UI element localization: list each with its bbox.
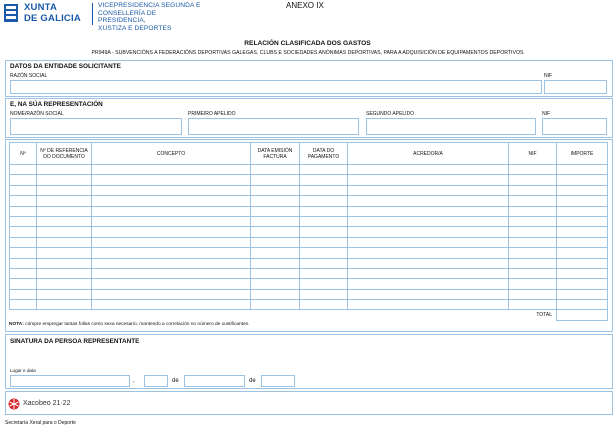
cell-amount[interactable] xyxy=(557,258,608,268)
place-field[interactable] xyxy=(10,375,130,387)
cell-number[interactable] xyxy=(10,196,37,206)
table-row xyxy=(10,237,608,247)
cell-payment-date[interactable] xyxy=(300,185,348,195)
cell-concept[interactable] xyxy=(92,175,251,185)
cell-invoice-date[interactable] xyxy=(251,175,300,185)
cell-reference[interactable] xyxy=(37,300,92,310)
cell-payment-date[interactable] xyxy=(300,258,348,268)
cell-concept[interactable] xyxy=(92,206,251,216)
cell-reference[interactable] xyxy=(37,175,92,185)
cell-creditor[interactable] xyxy=(348,300,509,310)
col-header-reference: Nº DE REFERENCIA DO DOCUMENTO xyxy=(37,143,92,165)
representative-section-title: E, NA SÚA REPRESENTACIÓN xyxy=(10,101,103,108)
cell-payment-date[interactable] xyxy=(300,196,348,206)
cell-creditor[interactable] xyxy=(348,196,509,206)
col-header-nif: NIF xyxy=(509,143,557,165)
dept-line3: XUSTIZA E DEPORTES xyxy=(98,24,172,32)
cell-payment-date[interactable] xyxy=(300,289,348,299)
cell-nif[interactable] xyxy=(509,268,557,278)
cell-invoice-date[interactable] xyxy=(251,268,300,278)
cell-nif[interactable] xyxy=(509,248,557,258)
cell-nif[interactable] xyxy=(509,196,557,206)
rep-nif-label: NIF xyxy=(542,111,551,117)
cell-reference[interactable] xyxy=(37,268,92,278)
cell-reference[interactable] xyxy=(37,206,92,216)
cell-invoice-date[interactable] xyxy=(251,248,300,258)
cell-nif[interactable] xyxy=(509,279,557,289)
col-header-payment-date: DATA DO PAGAMENTO xyxy=(300,143,348,165)
table-header-row xyxy=(10,143,608,165)
xunta-emblem-icon xyxy=(4,4,18,22)
cell-amount[interactable] xyxy=(557,165,608,175)
cell-nif[interactable] xyxy=(509,227,557,237)
cell-reference[interactable] xyxy=(37,289,92,299)
cell-nif[interactable] xyxy=(509,237,557,247)
cell-number[interactable] xyxy=(10,165,37,175)
cell-payment-date[interactable] xyxy=(300,216,348,226)
cell-number[interactable] xyxy=(10,175,37,185)
table-row xyxy=(10,216,608,226)
cell-amount[interactable] xyxy=(557,216,608,226)
cell-number[interactable] xyxy=(10,279,37,289)
cell-amount[interactable] xyxy=(557,185,608,195)
xacobeo-shell-icon xyxy=(8,398,20,410)
cell-amount[interactable] xyxy=(557,300,608,310)
cell-payment-date[interactable] xyxy=(300,279,348,289)
cell-reference[interactable] xyxy=(37,165,92,175)
cell-concept[interactable] xyxy=(92,237,251,247)
cell-concept[interactable] xyxy=(92,227,251,237)
place-date-label: Lugar e data xyxy=(10,368,36,373)
table-row xyxy=(10,227,608,237)
cell-concept[interactable] xyxy=(92,268,251,278)
cell-payment-date[interactable] xyxy=(300,237,348,247)
cell-nif[interactable] xyxy=(509,289,557,299)
cell-reference[interactable] xyxy=(37,279,92,289)
cell-creditor[interactable] xyxy=(348,185,509,195)
comma-separator: , xyxy=(133,378,135,384)
rep-surname2-label: SEGUNDO APELIDO xyxy=(366,111,415,117)
cell-amount[interactable] xyxy=(557,175,608,185)
col-header-invoice-date: DATA EMISIÓN FACTURA xyxy=(251,143,300,165)
cell-invoice-date[interactable] xyxy=(251,196,300,206)
rep-surname1-field[interactable] xyxy=(188,118,359,135)
expenses-table xyxy=(9,142,608,321)
rep-surname2-field[interactable] xyxy=(366,118,536,135)
cell-nif[interactable] xyxy=(509,216,557,226)
entity-name-label: RAZÓN SOCIAL xyxy=(10,73,48,79)
table-row xyxy=(10,268,608,278)
cell-reference[interactable] xyxy=(37,227,92,237)
cell-payment-date[interactable] xyxy=(300,268,348,278)
cell-amount[interactable] xyxy=(557,279,608,289)
cell-payment-date[interactable] xyxy=(300,300,348,310)
table-row xyxy=(10,300,608,310)
cell-nif[interactable] xyxy=(509,165,557,175)
cell-invoice-date[interactable] xyxy=(251,289,300,299)
cell-number[interactable] xyxy=(10,248,37,258)
entity-nif-label: NIF xyxy=(544,73,553,79)
note-bold: NOTA: xyxy=(9,322,24,327)
xacobeo-logo xyxy=(8,398,88,412)
logo-line1: XUNTA xyxy=(24,2,58,13)
entity-section-title: DATOS DA ENTIDADE SOLICITANTE xyxy=(10,63,121,70)
cell-amount[interactable] xyxy=(557,289,608,299)
col-header-number: Nº xyxy=(10,143,37,165)
cell-invoice-date[interactable] xyxy=(251,227,300,237)
cell-creditor[interactable] xyxy=(348,268,509,278)
cell-creditor[interactable] xyxy=(348,258,509,268)
cell-amount[interactable] xyxy=(557,237,608,247)
cell-nif[interactable] xyxy=(509,175,557,185)
cell-creditor[interactable] xyxy=(348,227,509,237)
table-note xyxy=(9,322,249,327)
cell-creditor[interactable] xyxy=(348,206,509,216)
entity-nif-field[interactable] xyxy=(544,80,607,94)
table-row xyxy=(10,206,608,216)
cell-number[interactable] xyxy=(10,300,37,310)
cell-invoice-date[interactable] xyxy=(251,237,300,247)
rep-nif-field[interactable] xyxy=(542,118,607,135)
cell-concept[interactable] xyxy=(92,185,251,195)
secretaria-text: Secretaría Xeral para o Deporte xyxy=(5,420,76,426)
cell-number[interactable] xyxy=(10,237,37,247)
table-row xyxy=(10,258,608,268)
rep-name-field[interactable] xyxy=(10,118,182,135)
cell-concept[interactable] xyxy=(92,165,251,175)
entity-section xyxy=(5,60,613,97)
cell-amount[interactable] xyxy=(557,268,608,278)
cell-concept[interactable] xyxy=(92,248,251,258)
cell-concept[interactable] xyxy=(92,216,251,226)
cell-reference[interactable] xyxy=(37,196,92,206)
cell-creditor[interactable] xyxy=(348,216,509,226)
dept-line2: CONSELLERÍA DE PRESIDENCIA, xyxy=(98,9,157,25)
document-subtitle: PR949A - SUBVENCIÓNS A FEDERACIÓNS DEPORTIVAS GALEGAS, CLUBS E SOCIEDADES ANÓNIMAS DEPORTIVAS, PARA A ADQUISICIÓN DE EQUIPAMENTOS DEPORTIVOS xyxy=(91,50,524,56)
cell-concept[interactable] xyxy=(92,279,251,289)
total-row xyxy=(10,310,608,320)
cell-payment-date[interactable] xyxy=(300,206,348,216)
total-label: TOTAL xyxy=(536,312,552,319)
table-row xyxy=(10,185,608,195)
col-header-creditor: ACREDOR/A xyxy=(348,143,509,165)
cell-nif[interactable] xyxy=(509,206,557,216)
rep-surname1-label: PRIMEIRO APELIDO xyxy=(188,111,236,117)
entity-name-field[interactable] xyxy=(10,80,542,94)
table-body xyxy=(10,165,608,321)
cell-amount[interactable] xyxy=(557,248,608,258)
table-row xyxy=(10,248,608,258)
cell-payment-date[interactable] xyxy=(300,175,348,185)
cell-number[interactable] xyxy=(10,185,37,195)
cell-amount[interactable] xyxy=(557,196,608,206)
de-separator-1: de xyxy=(172,378,179,384)
xunta-logo xyxy=(4,2,204,32)
col-header-concept: CONCEPTO xyxy=(92,143,251,165)
department-name xyxy=(98,2,204,32)
cell-nif[interactable] xyxy=(509,258,557,268)
cell-number[interactable] xyxy=(10,258,37,268)
de-separator-2: de xyxy=(249,378,256,384)
cell-amount[interactable] xyxy=(557,206,608,216)
cell-invoice-date[interactable] xyxy=(251,300,300,310)
cell-nif[interactable] xyxy=(509,185,557,195)
table-row xyxy=(10,279,608,289)
table-row xyxy=(10,165,608,175)
signature-title: SINATURA DA PERSOA REPRESENTANTE xyxy=(10,338,140,345)
rep-name-label: NOME/RAZÓN SOCIAL xyxy=(10,111,64,117)
cell-number[interactable] xyxy=(10,206,37,216)
col-header-amount: IMPORTE xyxy=(557,143,608,165)
cell-invoice-date[interactable] xyxy=(251,185,300,195)
xacobeo-text: Xacobeo 21·22 xyxy=(23,400,71,407)
cell-concept[interactable] xyxy=(92,258,251,268)
logo-line2: DE GALICIA xyxy=(24,13,81,24)
cell-nif[interactable] xyxy=(509,300,557,310)
representative-section xyxy=(5,98,613,138)
table-row xyxy=(10,289,608,299)
cell-number[interactable] xyxy=(10,216,37,226)
month-field[interactable] xyxy=(184,375,245,387)
cell-reference[interactable] xyxy=(37,258,92,268)
logo-divider xyxy=(92,3,93,25)
cell-number[interactable] xyxy=(10,227,37,237)
note-text: cómpre empregar tantas follas como sexa necesario, mantendo a correlación no número de xustificantes. xyxy=(23,322,250,327)
day-field[interactable] xyxy=(144,375,168,387)
xunta-wordmark xyxy=(24,2,81,24)
cell-payment-date[interactable] xyxy=(300,165,348,175)
cell-reference[interactable] xyxy=(37,248,92,258)
cell-creditor[interactable] xyxy=(348,175,509,185)
cell-invoice-date[interactable] xyxy=(251,165,300,175)
cell-concept[interactable] xyxy=(92,196,251,206)
cell-creditor[interactable] xyxy=(348,289,509,299)
cell-invoice-date[interactable] xyxy=(251,216,300,226)
cell-number[interactable] xyxy=(10,268,37,278)
cell-invoice-date[interactable] xyxy=(251,258,300,268)
cell-payment-date[interactable] xyxy=(300,227,348,237)
cell-invoice-date[interactable] xyxy=(251,206,300,216)
cell-creditor[interactable] xyxy=(348,165,509,175)
cell-amount[interactable] xyxy=(557,227,608,237)
cell-number[interactable] xyxy=(10,289,37,299)
cell-invoice-date[interactable] xyxy=(251,279,300,289)
annex-label: ANEXO IX xyxy=(286,1,324,10)
cell-reference[interactable] xyxy=(37,237,92,247)
cell-reference[interactable] xyxy=(37,185,92,195)
cell-creditor[interactable] xyxy=(348,237,509,247)
dept-line1: VICEPRESIDENCIA SEGUNDA E xyxy=(98,2,201,9)
cell-creditor[interactable] xyxy=(348,248,509,258)
cell-concept[interactable] xyxy=(92,300,251,310)
cell-creditor[interactable] xyxy=(348,279,509,289)
table-row xyxy=(10,175,608,185)
cell-payment-date[interactable] xyxy=(300,248,348,258)
cell-reference[interactable] xyxy=(37,216,92,226)
table-row xyxy=(10,196,608,206)
year-field[interactable] xyxy=(261,375,295,387)
total-spacer xyxy=(10,310,509,320)
document-title: RELACIÓN CLASIFICADA DOS GASTOS xyxy=(244,40,371,47)
footer-logo-section xyxy=(5,391,613,415)
total-amount-field[interactable] xyxy=(557,310,608,320)
cell-concept[interactable] xyxy=(92,289,251,299)
